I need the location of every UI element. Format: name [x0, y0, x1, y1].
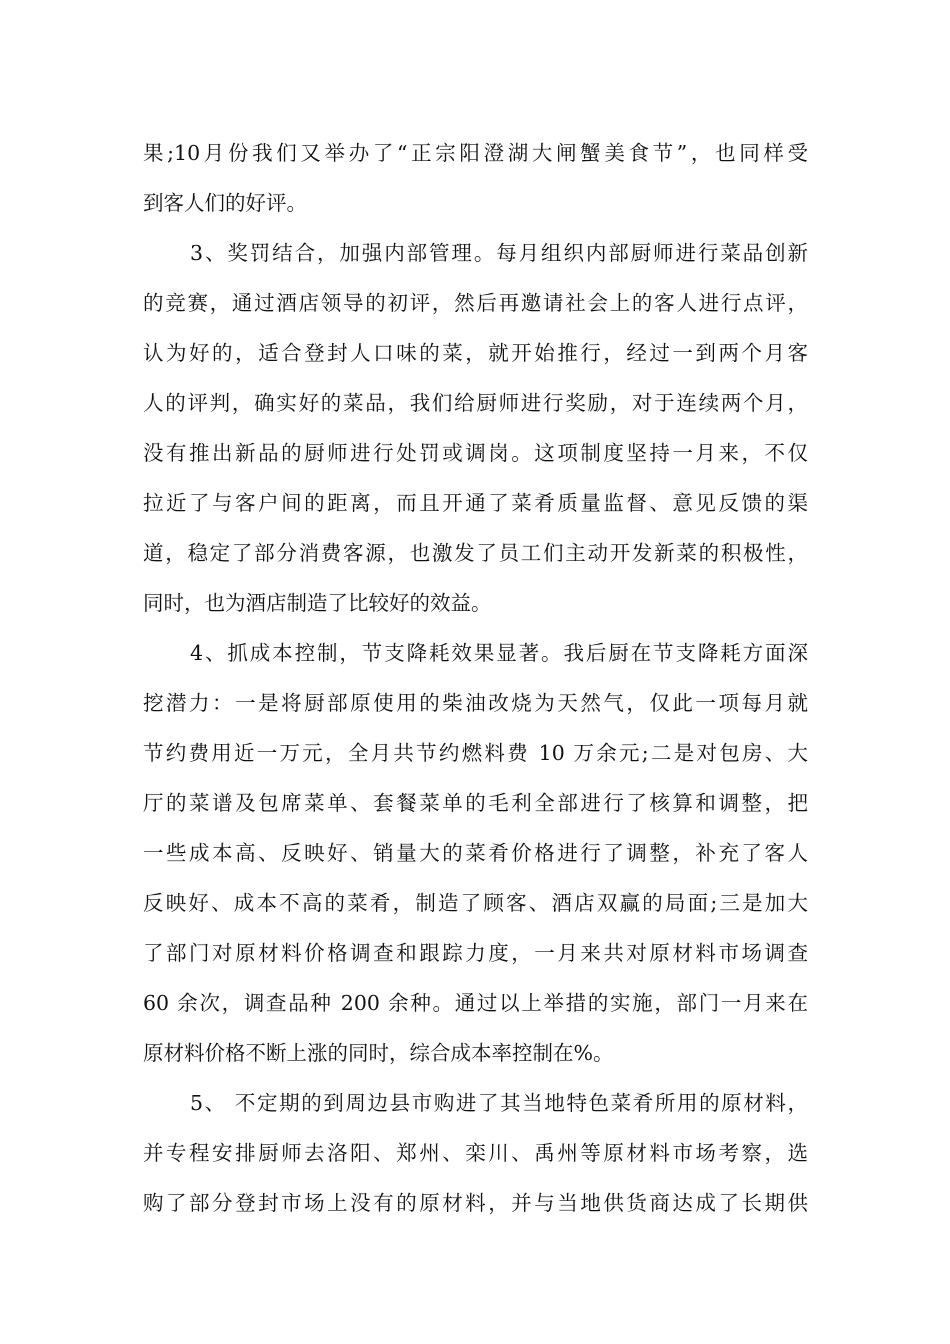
paragraph-4-heading-line: 4、抓成本控制，节支降耗效果显著。我后厨在节支降耗方面深 [190, 641, 808, 665]
text-line-6: 人的评判，确实好的菜品，我们给厨师进行奖励，对于连续两个月， [143, 391, 808, 415]
text-line-22: 购了部分登封市场上没有的原材料，并与当地供货商达成了长期供 [143, 1191, 808, 1215]
paragraph-5-heading-line: 5、 不定期的到周边县市购进了其当地特色菜肴所用的原材料， [190, 1091, 808, 1115]
text-line-15: 一些成本高、反映好、销量大的菜肴价格进行了调整，补充了客人 [143, 841, 808, 865]
text-line-13: 节约费用近一万元，全月共节约燃料费 10 万余元;二是对包房、大 [143, 741, 808, 765]
text-line-16: 反映好、成本不高的菜肴，制造了顾客、酒店双赢的局面;三是加大 [143, 891, 808, 915]
document-body [143, 128, 808, 1228]
text-line-8: 拉近了与客户间的距离，而且开通了菜肴质量监督、意见反馈的渠 [143, 491, 808, 515]
text-line-14: 厅的菜谱及包席菜单、套餐菜单的毛利全部进行了核算和调整，把 [143, 791, 808, 815]
text-line-19: 原材料价格不断上涨的同时，综合成本率控制在%。 [143, 1041, 614, 1065]
text-line-17: 了部门对原材料价格调查和跟踪力度，一月来共对原材料市场调查 [143, 941, 808, 965]
text-line-10: 同时，也为酒店制造了比较好的效益。 [143, 591, 492, 615]
text-line-9: 道，稳定了部分消费客源，也激发了员工们主动开发新菜的积极性， [143, 541, 808, 565]
text-line-4: 的竞赛，通过酒店领导的初评，然后再邀请社会上的客人进行点评， [143, 291, 808, 315]
paragraph-3-heading-line: 3、奖罚结合，加强内部管理。每月组织内部厨师进行菜品创新 [190, 241, 808, 265]
text-line-18: 60 余次，调查品种 200 余种。通过以上举措的实施，部门一月来在 [143, 991, 808, 1015]
text-line-5: 认为好的，适合登封人口味的菜，就开始推行，经过一到两个月客 [143, 341, 808, 365]
text-line-7: 没有推出新品的厨师进行处罚或调岗。这项制度坚持一月来，不仅 [143, 441, 808, 465]
text-line-1: 果;10月份我们又举办了“正宗阳澄湖大闸蟹美食节”，也同样受 [143, 141, 808, 165]
text-line-21: 并专程安排厨师去洛阳、郑州、栾川、禹州等原材料市场考察，选 [143, 1141, 808, 1165]
text-line-12: 挖潜力：一是将厨部原使用的柴油改烧为天然气，仅此一项每月就 [143, 691, 808, 715]
text-line-2: 到客人们的好评。 [143, 191, 307, 215]
